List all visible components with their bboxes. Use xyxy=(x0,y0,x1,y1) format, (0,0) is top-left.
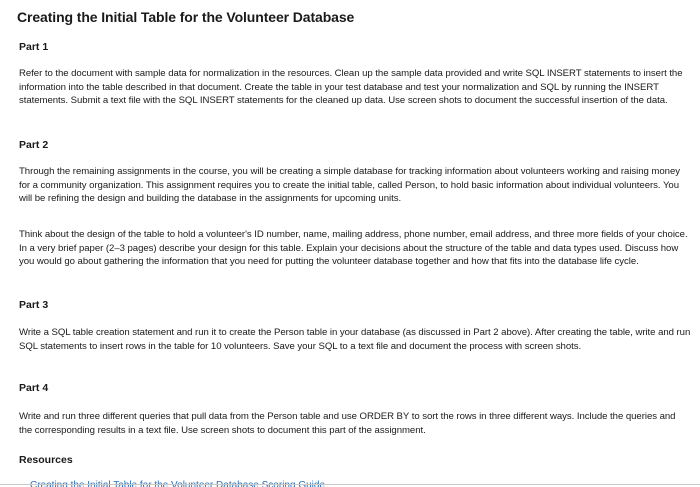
part2-text-2: Think about the design of the table to hold a volunteer's ID number, name, mailing address, phone number, email address, and three more fields of your choice. In a very brief paper (2–3 pages) describe your design for this table. Explain your decisions about the structure of the table and data types used. Discuss how you would go about gathering the information that you need for putting the volunteer database together and how that fits into the database life cycle. xyxy=(19,229,688,267)
part2-heading: Part 2 xyxy=(19,139,49,151)
part4-heading: Part 4 xyxy=(19,382,49,394)
bottom-divider xyxy=(0,484,700,485)
part3-heading: Part 3 xyxy=(19,299,49,311)
page-title: Creating the Initial Table for the Volunteer Database xyxy=(17,9,355,25)
part4-text: Write and run three different queries that pull data from the Person table and use ORDER BY to sort the rows in three different ways. Include the queries and the corresponding results in a text file. Use screen shots to document this part of the assignment. xyxy=(19,411,676,436)
resources-heading: Resources xyxy=(19,454,73,466)
part1-heading: Part 1 xyxy=(19,41,49,53)
part1-text: Refer to the document with sample data for normalization in the resources. Clean up the sample data provided and write SQL INSERT statements to insert the information into the table described in that document. Create the table in your test database and test your normalization and SQL by running the INSERT statements. Submit a text file with the SQL INSERT statements for the cleaned up data. Use screen shots to document the successful insertion of the data. xyxy=(19,68,683,106)
part2-text-1: Through the remaining assignments in the course, you will be creating a simple database for tracking information about volunteers working and raising money for a community organization. This assignment requires you to create the initial table, called Person, to hold basic information about individual volunteers. You will be refining the design and building the database in the assignments for upcoming units. xyxy=(19,166,680,204)
part3-text: Write a SQL table creation statement and run it to create the Person table in your database (as discussed in Part 2 above). After creating the table, write and run SQL statements to insert rows in the table for 10 volunteers. Save your SQL to a text file and document the process with screen shots. xyxy=(19,327,691,352)
